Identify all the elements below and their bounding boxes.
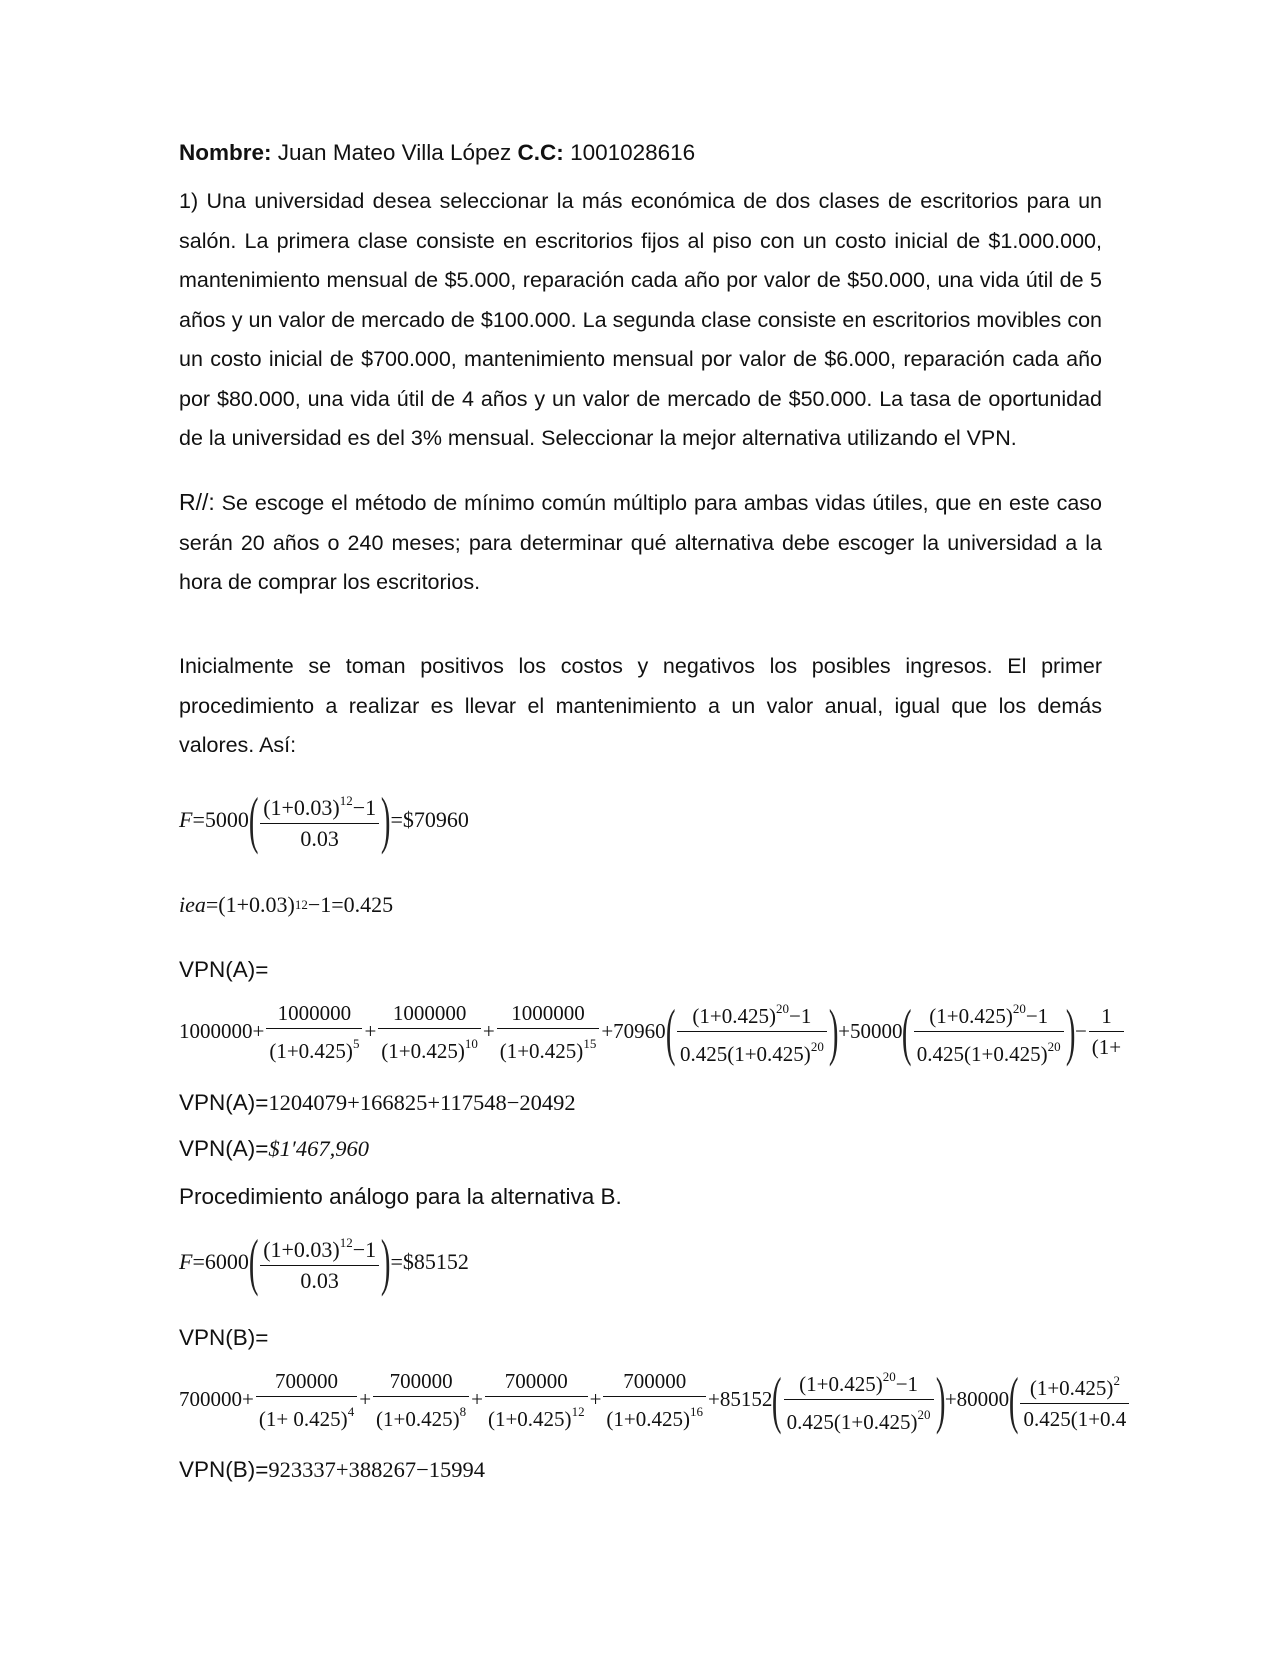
term-coefficient: +70960 [601,1019,666,1043]
fraction [378,998,481,1066]
denominator: (1+0.425) [376,1406,460,1431]
exponent: 8 [459,1403,467,1419]
term-coefficient: +50000 [838,1019,903,1043]
eq-coefficient: =5000 [192,807,249,832]
numerator: (1+0.425) [799,1372,883,1396]
exponent: 12 [339,793,353,808]
vpn-b-sum-value: 923337+388267−15994 [268,1457,486,1482]
answer-text: Se escoge el método de mínimo común múltiplo para ambas vidas útiles, que en este caso serán 20 años o 240 meses; para determinar qué alternativa debe escoger la universidad a la hora de comprar los escritorios. [179,491,1102,594]
vpn-b-sum-label: VPN(B)= [179,1457,269,1482]
numerator: 1000000 [392,1000,467,1025]
name-value: Juan Mateo Villa López [277,140,512,165]
eq-lead: 700000+ [179,1387,254,1411]
numerator: 1 [1101,1004,1112,1028]
exponent: 20 [917,1407,931,1422]
vpn-a-total-label: VPN(A)= [179,1136,269,1161]
numerator: (1+0.425) [929,1004,1013,1028]
left-paren: ( [902,995,912,1067]
left-paren: ( [1009,1363,1019,1435]
right-paren: ) [935,1363,945,1435]
denominator: (1+0.425) [269,1038,353,1063]
numerator: 700000 [389,1368,453,1393]
eq-lhs: F [179,1249,193,1274]
vpn-b-heading: VPN(B)= [179,1325,269,1350]
fraction [260,1228,379,1296]
equation-future-value-b [179,1228,469,1296]
exponent: 5 [352,1035,360,1051]
numerator-tail: −1 [895,1372,919,1396]
fraction [497,998,600,1066]
exponent: 4 [347,1403,355,1419]
vpn-a-total-value: $1′467,960 [268,1136,369,1161]
numerator: (1+0.03) [263,795,340,820]
fraction [256,1366,357,1434]
fraction [914,994,1064,1069]
exponent: 12 [294,897,308,912]
term-coefficient: +85152 [708,1387,773,1411]
term-coefficient: +80000 [944,1387,1010,1411]
right-paren: ) [828,995,839,1067]
exponent: 20 [776,1001,790,1016]
fraction [784,1362,934,1437]
numerator: 700000 [275,1368,339,1393]
denominator: (1+ [1091,1035,1122,1059]
eq-lhs: F [179,807,193,832]
name-label: Nombre: [179,140,272,165]
right-paren: ) [381,784,391,855]
numerator: (1+0.425) [1029,1375,1114,1400]
eq-coefficient: =6000 [192,1249,249,1274]
exponent: 20 [1047,1039,1061,1054]
denominator: (1+0.425) [499,1038,584,1063]
right-paren: ) [381,1226,391,1297]
exponent: 16 [690,1403,703,1419]
left-paren: ( [248,1226,259,1297]
exponent: 12 [571,1403,585,1419]
eq-body: =(1+0.03) [205,892,295,917]
exponent: 10 [464,1035,478,1051]
fraction [373,1366,469,1434]
left-paren: ( [248,784,259,855]
vpn-a-heading: VPN(A)= [179,957,269,982]
problem-statement: 1) Una universidad desea seleccionar la más económica de dos clases de escritorios para un salón. La primera clase consiste en escritorios fijos al piso con un costo inicial de $1.000.000, mantenimiento mensual de $5.000, reparación cada año por valor de $50.000, una vida útil de 5 años y un valor de mercado de $100.000. La segunda clase consiste en escritorios movibles con un costo inicial de $700.000, mantenimiento mensual por valor de $6.000, reparación cada año por $80.000, una vida útil de 4 años y un valor de mercado de $50.000. La tasa de oportunidad de la universidad es del 3% mensual. Seleccionar la mejor alternativa utilizando el VPN. [179,189,1102,450]
equation-vpn-a: 1000000+ $\frac{1000000}{(1+0.425)^5}$ + $\frac{1000000}{(1+0.425)^{10}}$ + $\frac{1000000}{(1+0.425)^{15}}$ +70960 ( $\frac{(1+0.425)^{20}-1}{0.425(1+0.425)^{20}}$ ) +50000 ( $\frac{(1+0.425)^{20}-1}{0.425(1+0.425)^{20}}$ ) − $\frac{1}{(1+}$ [179,994,1280,1069]
vpn-a-sum-value: 1204079+166825+117548−20492 [268,1090,576,1115]
fraction [266,998,362,1066]
eq-tail: −1=0.425 [307,892,394,917]
vpn-a-sum [179,1090,576,1116]
numerator: 700000 [623,1368,687,1393]
denominator: 0.425(1+0.425) [786,1410,918,1434]
eq-tail-operator: − [1074,1019,1087,1043]
numerator: (1+0.425) [692,1004,777,1028]
intro-paragraph: Inicialmente se toman positivos los costos y negativos los posibles ingresos. El primer procedimiento a realizar es llevar el mantenimiento a un valor anual, igual que los demás valores. Así: [179,654,1102,757]
numerator-tail: −1 [789,1004,812,1028]
vpn-b-sum [179,1457,485,1483]
exponent: 20 [810,1039,824,1054]
answer-label: R//: [179,489,215,515]
fraction [603,1366,706,1434]
numerator: 1000000 [277,1000,352,1025]
eq-lhs: iea [179,892,206,917]
equation-future-value-a [179,786,469,854]
denominator: (1+0.425) [381,1038,465,1063]
cc-value: 1001028616 [570,140,696,165]
equation-iea [179,892,393,918]
fraction [1020,1366,1129,1434]
fraction [1089,1001,1124,1062]
exponent: 20 [882,1369,896,1384]
vpn-a-sum-label: VPN(A)= [179,1090,269,1115]
numerator: (1+0.03) [263,1237,340,1262]
vpn-a-total [179,1136,369,1162]
cc-label: C.C: [517,140,564,165]
numerator-tail: −1 [352,795,377,820]
student-header [179,140,695,166]
denominator: 0.03 [300,1268,339,1293]
fraction [485,1366,588,1434]
right-paren: ) [1065,995,1076,1067]
eq-lead: 1000000+ [179,1019,265,1043]
exponent: 2 [1113,1372,1120,1388]
equation-vpn-b: 700000+ $\frac{700000}{(1+ 0.425)^4}$ + $\frac{700000}{(1+0.425)^8}$ + $\frac{700000}{(1+0.425)^{12}}$ + $\frac{700000}{(1+0.425)^{16}}$ +85152 ( $\frac{(1+0.425)^{20}-1}{0.425(1+0.425)^{20}}$ ) +80000 ( $\frac{(1+0.425)^2}{0.425(1+0.4}$ [179,1362,1280,1437]
numerator: 1000000 [511,1000,585,1025]
left-paren: ( [665,995,676,1067]
denominator: (1+0.425) [606,1406,690,1431]
denominator: (1+ 0.425) [258,1406,348,1431]
left-paren: ( [772,1363,782,1435]
procedure-b-text: Procedimiento análogo para la alternativa B. [179,1184,622,1209]
answer-paragraph [179,483,1102,603]
numerator: 700000 [504,1368,568,1393]
denominator: (1+0.425) [487,1406,572,1431]
numerator-tail: −1 [1025,1004,1049,1028]
denominator: 0.425(1+0.425) [679,1042,811,1066]
denominator: 0.425(1+0.425) [916,1042,1048,1066]
exponent: 15 [583,1035,597,1051]
fraction [677,994,827,1069]
eq-result: =$85152 [390,1249,469,1274]
numerator-tail: −1 [352,1237,377,1262]
eq-result: =$70960 [390,807,469,832]
exponent: 20 [1012,1001,1026,1016]
exponent: 12 [339,1235,353,1250]
denominator: 0.03 [300,826,339,851]
denominator: 0.425(1+0.4 [1023,1406,1127,1431]
fraction [260,786,379,854]
